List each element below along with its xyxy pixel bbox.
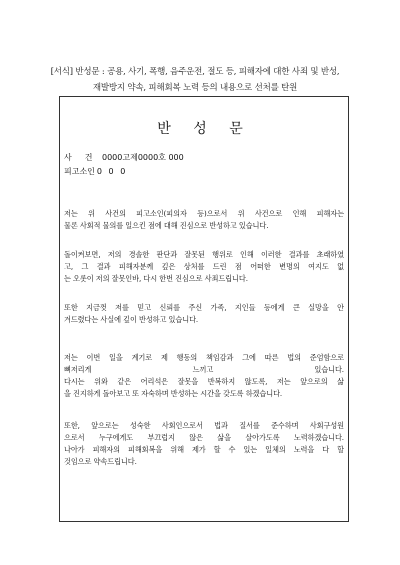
case-label: 사건	[64, 153, 106, 162]
paragraph-line: 는 오롯이 저의 잘못인바, 다시 한번 진심으로 사죄드립니다.	[64, 274, 248, 283]
paragraph-line: 다시는 위와 같은 어리석은 잘못을 반복하지 않도록, 저는 앞으로의 삶	[64, 377, 344, 386]
paragraph-line: 또한 지금껏 저를 믿고 신뢰를 주신 가족, 지인들 등에게 큰 실망을 안	[64, 303, 344, 312]
paragraph-1	[64, 208, 344, 232]
case-value: 0000고제0000호 000	[102, 153, 184, 162]
paragraph-line: 저는 이번 일을 계기로 제 행동의 책임감과 그에 따른 법의 준엄함으로	[64, 353, 344, 362]
paragraph-4	[64, 352, 344, 400]
paragraph-line: 또한, 앞으로는 성숙한 사회인으로서 법과 질서를 준수하며 사회구성원	[64, 421, 344, 430]
document-title: 반 성 문	[157, 121, 252, 137]
defendant-label: 피고소인	[64, 167, 95, 176]
paragraph-line: 뼈저리게 느끼고 있습니다.	[64, 365, 344, 374]
paragraph-line: 물론 사회적 물의를 일으킨 점에 대해 진심으로 반성하고 있습니다.	[64, 221, 269, 230]
paragraph-line: 으로서 누구에게도 부끄럽지 않은 삶을 살아가도록 노력하겠습니다.	[64, 433, 344, 442]
paragraph-line: 겨드렸다는 사실에 깊이 반성하고 있습니다.	[64, 315, 199, 324]
paragraph-line: 나아가 피해자의 피해회복을 위해 제가 할 수 있는 일체의 노력을 다 할	[64, 445, 344, 454]
paragraph-line: 저는 위 사건의 피고소인(피의자 등)으로서 위 사건으로 인해 피해자는	[64, 209, 344, 218]
paragraph-3	[64, 302, 344, 326]
paragraph-line: 을 진지하게 돌아보고 또 자숙하며 반성하는 시간을 갖도록 하겠습니다.	[64, 389, 283, 398]
case-number-field	[64, 152, 184, 163]
defendant-field	[64, 166, 127, 177]
paragraph-line: 것임으로 약속드립니다.	[64, 457, 137, 466]
caption-line-2: 재발방지 약속, 피해회복 노력 등의 내용으로 선처를 탄원	[92, 83, 298, 93]
paragraph-2	[64, 249, 344, 285]
paragraph-line: 돌이켜보면, 저의 경솔한 판단과 잘못된 행위로 인해 이러한 결과를 초래하였	[64, 250, 344, 259]
document-caption	[30, 64, 360, 96]
paragraph-5	[64, 420, 344, 468]
defendant-value: 0 0 0	[96, 167, 128, 176]
paragraph-line: 고, 그 결과 피해자분께 깊은 상처를 드린 점 어떠한 변명의 여지도 없	[64, 262, 344, 271]
caption-line-1: [서식] 반성문 : 공용, 사기, 폭행, 음주운전, 절도 등, 피해자에 대한 사죄 및 반성,	[50, 67, 340, 77]
